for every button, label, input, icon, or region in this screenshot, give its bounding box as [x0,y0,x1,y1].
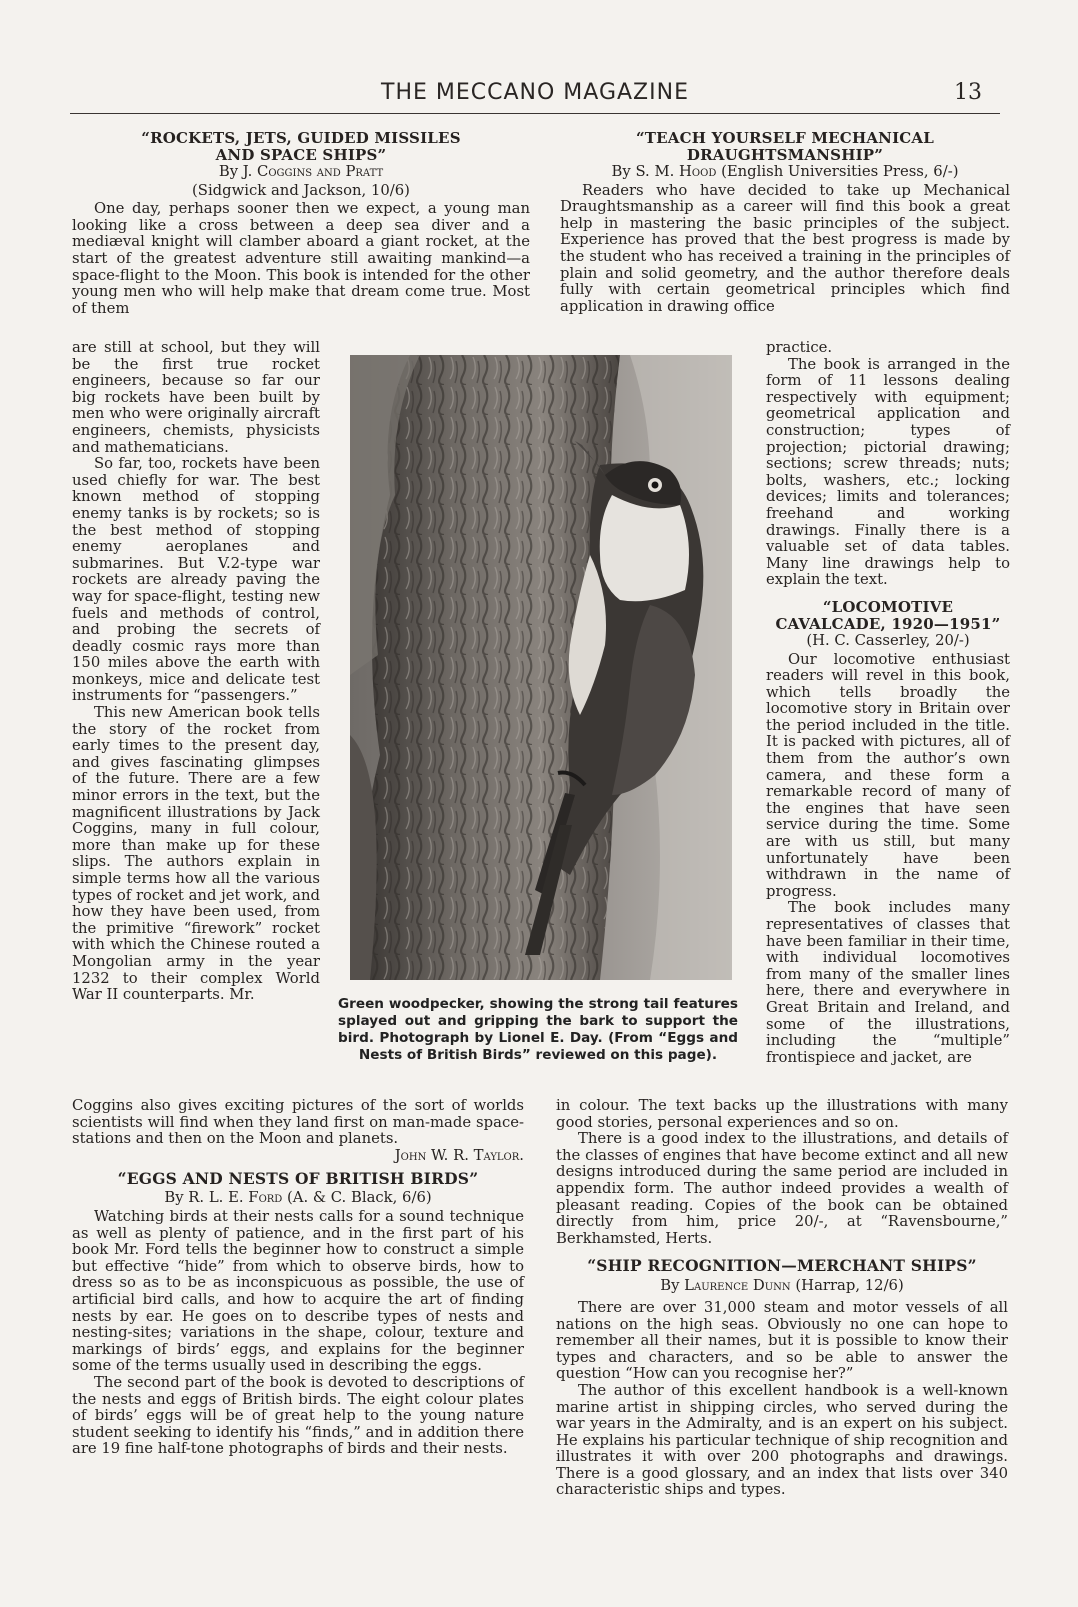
ships-byline: By Laurence Dunn (Harrap, 12/6) [660,1277,904,1295]
rockets-review-top [72,130,530,317]
left-lower-column [72,1098,524,1458]
magazine-title: THE MECCANO MAGAZINE [381,80,689,105]
eggs-heading: “EGGS AND NESTS OF BRITISH BIRDS” [117,1169,479,1189]
masthead [70,80,1000,110]
eggs-byline: By R. L. E. Ford (A. & C. Black, 6/6) [164,1189,432,1207]
rockets-review-narrow [72,340,320,1004]
right-narrow-column [766,340,1010,1066]
drafting-paragraph-1-end: practice. [766,339,833,356]
rockets-paragraph-3-cont: Coggins also gives exciting pictures of the sort of worlds scientists will find when they land first on man-made space-stations and then on the Moon and planets. [72,1097,524,1148]
rockets-byline: By J. Coggins and Pratt [218,163,384,180]
ships-heading: “SHIP RECOGNITION—MERCHANT SHIPS” [587,1256,977,1276]
rockets-paragraph-2: So far, too, rockets have been used chiefly for war. The best known method of stopping enemy tanks is by rockets; so is the best method of stopping enemy aeroplanes and submarines. But V.2-type war rockets are already paving the way for space-flight, testing new fuels and methods of control, and probing the secrets of deadly cosmic rays more than 150 miles above the earth with monkeys, mice and delicate test instruments for “passengers.” [72,455,320,705]
locomotive-paragraph-3: There is a good index to the illustrations, and details of the classes of engines that have become extinct and all new designs introduced during the same period are included in appendix form. The author indeed provides a wealth of pleasant reading. Copies of the book can be obtained directly from him, price 20/-, at “Ravensbourne,” Berkhamsted, Herts. [556,1130,1008,1247]
drafting-paragraph-2: The book is arranged in the form of 11 lessons dealing respectively with equipment; geometrical application and construction; types of projection; pictorial drawing; sections; screw threads; nuts; bolts, washers, etc.; locking devices; limits and tolerances; freehand and working drawings. Finally there is a valuable set of data tables. Many line drawings help to explain the text. [766,355,1010,589]
drafting-byline: By S. M. Hood (English Universities Press, 6/-) [611,163,959,180]
right-lower-column [556,1098,1008,1499]
drafting-review-top [560,130,1010,315]
rockets-publisher: (Sidgwick and Jackson, 10/6) [192,181,410,199]
rockets-paragraph-1-cont: are still at school, but they will be the first true rocket engineers, because so far our big rockets have been built by men who were originally aircraft engineers, chemists, physicists and mathematicians. [72,339,320,456]
woodpecker-photo [350,355,732,980]
ships-paragraph-2: The author of this excellent handbook is a well-known marine artist in shipping circles, who served during the war years in the Admiralty, and is an expert on his subject. He explains his particular technique of ship recognition and illustrates it with over 200 photographs and drawings. There is a good glossary, and an index that lists over 340 characteristic ships and types. [556,1381,1008,1499]
rockets-heading-line2: AND SPACE SHIPS” [215,146,387,164]
drafting-paragraph-1: Readers who have decided to take up Mechanical Draughtsmanship as a career will find this book a great help in mastering the basic principles of the subject. Experience has proved that the best progress is made by the student who has received a training in the principles of plain and solid geometry, and the author therefore deals fully with certain geometrical principles which find application in drawing office [560,181,1010,315]
rockets-signature: John W. R. Taylor. [394,1146,524,1164]
locomotive-paragraph-2: The book includes many representatives of classes that have been familiar in their time, with individual locomotives from many of the smaller lines here, there and everywhere in Great Britain and Ireland, and some of the illustrations, including the “multiple” frontispiece and jacket, are [766,899,1010,1066]
photo-caption: Green woodpecker, showing the strong tail features splayed out and gripping the bark to support the bird. Photograph by Lionel E. Day. (From “Eggs and Nests of British Birds” reviewed on this page). [338,996,738,1063]
drafting-heading-line2: DRAUGHTSMANSHIP” [686,146,884,164]
header-rule [70,113,1000,114]
locomotive-byline: (H. C. Casserley, 20/-) [806,631,970,649]
locomotive-heading-line2: CAVALCADE, 1920—1951” [775,614,1001,633]
eggs-paragraph-1: Watching birds at their nests calls for a sound technique as well as plenty of patience, and in the first part of his book Mr. Ford tells the beginner how to construct a simple but effective “hide” from which to observe birds, how to dress so as to be as inconspicuous as possible, the use of artificial bird calls, and how to acquire the art of finding nests by ear. He goes on to describe types of nests and nesting-sites; variations in the shape, colour, texture and markings of birds’ eggs, and explains for the beginner some of the terms usually used in describing the eggs. [72,1207,524,1375]
rockets-heading-line1: “ROCKETS, JETS, GUIDED MISSILES [141,129,461,147]
locomotive-heading-line1: “LOCOMOTIVE [822,597,954,616]
rockets-paragraph-3: This new American book tells the story of the rocket from early times to the present day, and gives fascinating glimpses of the future. There are a few minor errors in the text, but the magnificent illustrations by Jack Coggins, many in full colour, more than make up for these slips. The authors explain in simple terms how all the various types of rocket and jet work, and how they have been used, from the primitive “firework” rocket with which the Chinese routed a Mongolian army in the year 1232 to their complex World War II counterparts. Mr. [72,704,320,1004]
woodpecker-illustration [350,355,732,980]
locomotive-paragraph-1: Our locomotive enthusiast readers will revel in this book, which tells broadly the locomotive story in Britain over the period included in the title. It is packed with pictures, all of them from the author’s own camera, and these form a remarkable record of many of the engines that have seen service during the time. Some are with us still, but many unfortunately have been withdrawn in the name of progress. [766,650,1010,900]
page-number: 13 [954,80,982,105]
eggs-paragraph-2: The second part of the book is devoted to descriptions of the nests and eggs of British birds. The eight colour plates of birds’ eggs will be of great help to the young nature student seeking to identify his “finds,” and in addition there are 19 fine half-tone photographs of birds and their nests. [72,1373,524,1458]
drafting-heading-line1: “TEACH YOURSELF MECHANICAL [635,129,935,147]
rockets-paragraph-1: One day, perhaps sooner then we expect, a young man looking like a cross between a deep sea diver and a mediæval knight will clamber aboard a giant rocket, at the start of the greatest adventure still awaiting mankind—a space-flight to the Moon. This book is intended for the other young men who will help make that dream come true. Most of them [72,200,530,317]
ships-paragraph-1: There are over 31,000 steam and motor vessels of all nations on the high seas. Obviously no one can hope to remember all their names, but it is possible to know their types and characters, and so be able to answer the question “How can you recognise her?” [556,1298,1008,1383]
locomotive-paragraph-2-cont: in colour. The text backs up the illustrations with many good stories, personal experiences and so on. [556,1097,1008,1131]
